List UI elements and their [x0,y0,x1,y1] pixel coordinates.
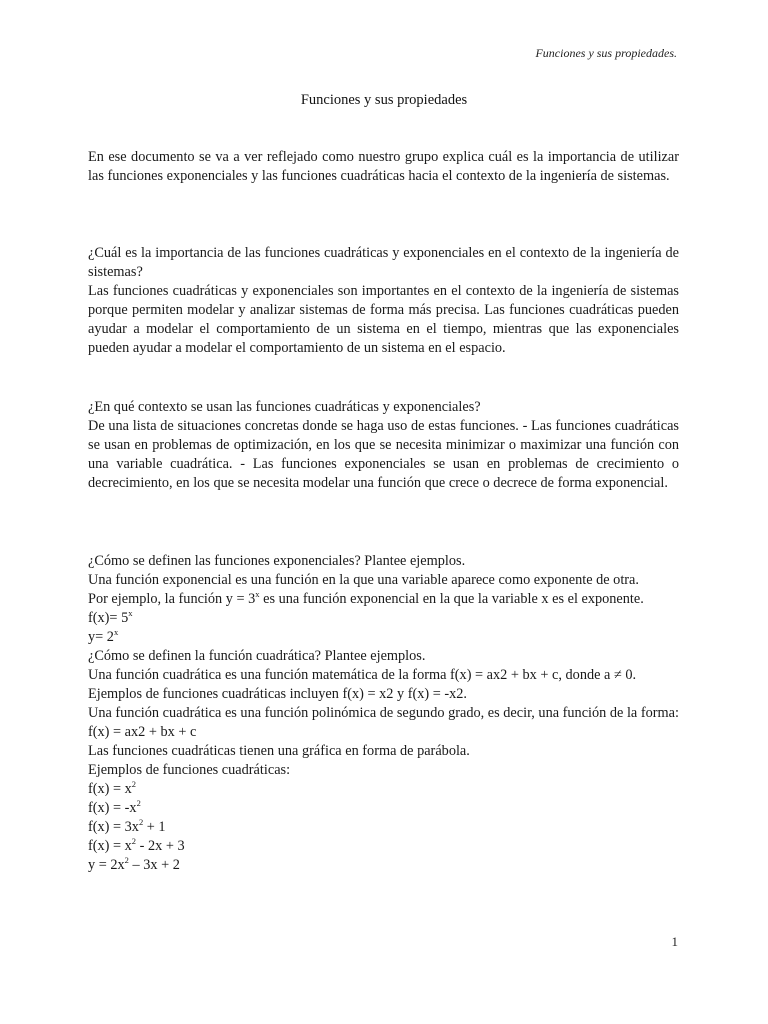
exp-example-2-base: y= 2 [88,629,114,645]
quad-example-5-sup: 2 [124,855,129,865]
intro-text: En ese documento se va a ver reflejado como nuestro grupo explica cuál es la importancia de utilizar las funciones exponenciales y las funciones cuadráticas hacia el contexto de la ingeniería de sistemas. [88,149,679,184]
quad-definition: Una función cuadrática es una función matemática de la forma f(x) = ax2 + bx + c, donde a ≠ 0. [88,667,637,683]
quad-examples-heading: Ejemplos de funciones cuadráticas: [88,762,291,778]
quad-examples-inline: Ejemplos de funciones cuadráticas incluyen f(x) = x2 y f(x) = -x2. [88,686,467,702]
exp-example-1-sup: x [128,608,133,618]
exp-question: ¿Cómo se definen las funciones exponenciales? Plantee ejemplos. [88,553,466,569]
exp-example-2 [88,628,679,647]
quad-example-5-b: – 3x + 2 [128,857,180,873]
quad-example-3-sup: 2 [138,817,144,827]
quad-example-4 [88,837,679,856]
section-importance [88,244,679,358]
exp-example-line [88,590,679,609]
quad-example-1-a: f(x) = x [88,781,132,797]
exp-example-post: es una función exponencial en la que la variable x es el exponente. [259,591,644,607]
quad-question: ¿Cómo se definen la función cuadrática? Plantee ejemplos. [88,648,426,664]
section-importance-answer: Las funciones cuadráticas y exponenciales son importantes en el contexto de la ingeniería de sistemas porque permiten modelar y analizar sistemas de forma más precisa. Las funciones cuadráticas pueden ayudar a modelar el comportamiento de un sistema en el tiempo, mientras que las exponenciales pueden ayudar a modelar el comportamiento de un sistema en el espacio. [88,283,679,356]
exp-example-2-sup: x [113,627,119,637]
quad-example-2-a: f(x) = -x [88,800,137,816]
quad-example-4-b: - 2x + 3 [136,838,185,854]
exp-example-pre: Por ejemplo, la función y = 3 [88,591,256,607]
page-number: 1 [671,934,678,949]
quad-graph-note: Las funciones cuadráticas tienen una gráfica en forma de parábola. [88,743,470,759]
document-title: Funciones y sus propiedades [300,92,468,108]
section-context [88,398,679,493]
intro-paragraph [88,148,679,186]
quad-example-3 [88,818,679,837]
quad-example-4-sup: 2 [131,836,137,846]
quad-example-1 [88,780,679,799]
quad-example-5-a: y = 2x [88,857,125,873]
quad-example-5 [88,856,679,875]
exp-example-1-base: f(x)= 5 [88,610,129,626]
quad-general-form: f(x) = ax2 + bx + c [88,724,197,740]
quad-example-4-a: f(x) = x [88,838,132,854]
exp-example-1 [88,609,679,628]
section-context-answer: De una lista de situaciones concretas donde se haga uso de estas funciones. - Las funciones cuadráticas se usan en problemas de optimización, en los que se necesita minimizar o maximizar una función con una variable cuadrática. - Las funciones exponenciales se usan en problemas de crecimiento o decrecimiento, en los que se necesita modelar una función que crece o decrece de forma exponencial. [88,418,679,491]
section-definitions [88,552,679,875]
quad-example-2 [88,799,679,818]
quad-example-1-sup: 2 [131,779,137,789]
exp-example-sup: x [255,589,260,599]
section-importance-question: ¿Cuál es la importancia de las funciones cuadráticas y exponenciales en el contexto de la ingeniería de sistemas? [88,245,679,280]
quad-example-3-a: f(x) = 3x [88,819,139,835]
quad-example-3-b: + 1 [143,819,166,835]
section-context-question: ¿En qué contexto se usan las funciones cuadráticas y exponenciales? [88,399,481,415]
running-header: Funciones y sus propiedades. [535,46,677,60]
exp-definition: Una función exponencial es una función en la que una variable aparece como exponente de otra. [88,572,639,588]
quad-definition-2: Una función cuadrática es una función polinómica de segundo grado, es decir, una función de la forma: [88,705,679,721]
quad-example-2-sup: 2 [136,798,141,808]
